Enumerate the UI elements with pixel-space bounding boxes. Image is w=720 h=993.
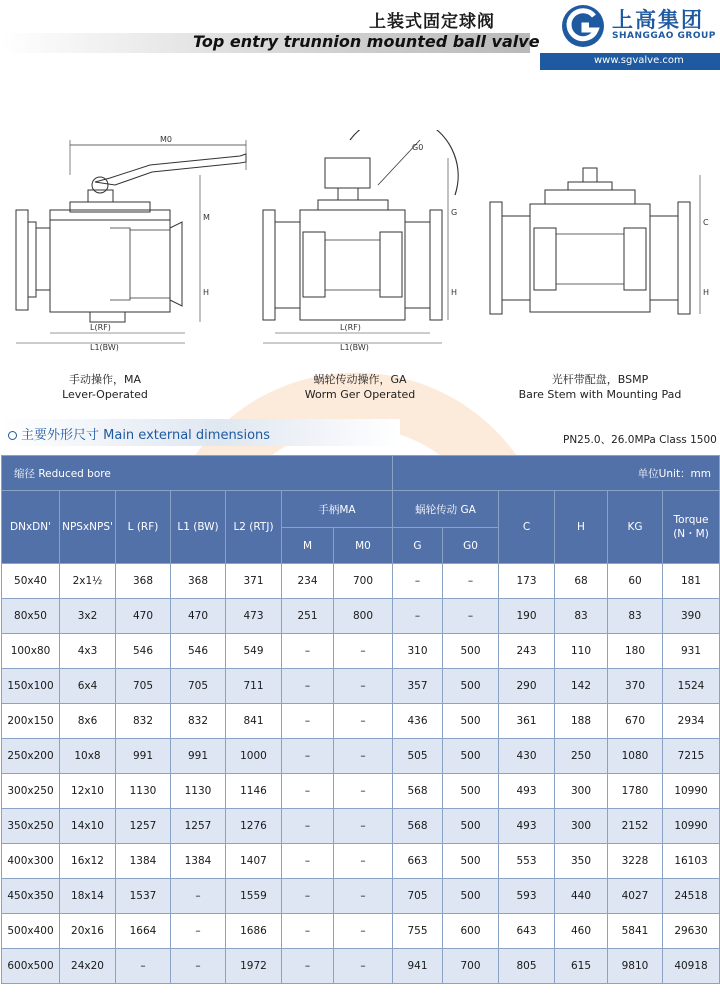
caption-worm-gear-en: Worm Ger Operated bbox=[304, 388, 416, 401]
lever-operated-drawing bbox=[16, 135, 246, 352]
cell-l: 1130 bbox=[116, 774, 171, 809]
dim-m0-label: M0 bbox=[160, 135, 172, 144]
cell-g: 663 bbox=[393, 844, 443, 879]
worm-gear-drawing bbox=[263, 130, 458, 352]
cell-dn: 500x400 bbox=[2, 914, 60, 949]
cell-g: – bbox=[393, 564, 443, 599]
cell-g0: 500 bbox=[443, 739, 499, 774]
table-row bbox=[2, 879, 720, 914]
cell-l: 832 bbox=[116, 704, 171, 739]
cell-nps: 12x10 bbox=[60, 774, 116, 809]
cell-nps: 24x20 bbox=[60, 949, 116, 984]
table-row bbox=[2, 949, 720, 984]
cell-g0: 500 bbox=[443, 879, 499, 914]
cell-l2: 371 bbox=[226, 564, 282, 599]
dim-h-label-center: H bbox=[451, 288, 458, 297]
cell-m0: 700 bbox=[334, 564, 393, 599]
dim-l1-bw-center: L1(BW) bbox=[340, 343, 369, 352]
col-header-h: H bbox=[555, 491, 608, 564]
pressure-class-note: PN25.0、26.0MPa Class 1500 bbox=[563, 434, 717, 446]
cell-g: 436 bbox=[393, 704, 443, 739]
cell-m0: – bbox=[334, 949, 393, 984]
col-header-l2: L2 (RTJ) bbox=[226, 491, 282, 564]
table-row bbox=[2, 634, 720, 669]
cell-c: 243 bbox=[499, 634, 555, 669]
cell-l1: – bbox=[171, 949, 226, 984]
cell-dn: 80x50 bbox=[2, 599, 60, 634]
table-row bbox=[2, 739, 720, 774]
cell-g0: 500 bbox=[443, 704, 499, 739]
cell-h: 440 bbox=[555, 879, 608, 914]
col-header-dn: DNxDN' bbox=[2, 491, 60, 564]
cell-torque: 2934 bbox=[663, 704, 720, 739]
cell-g: 568 bbox=[393, 809, 443, 844]
col-header-m: M bbox=[282, 528, 334, 564]
cell-g0: 500 bbox=[443, 669, 499, 704]
caption-lever bbox=[45, 372, 165, 402]
cell-nps: 2x1½ bbox=[60, 564, 116, 599]
valve-drawings bbox=[0, 130, 720, 370]
col-header-l1: L1 (BW) bbox=[171, 491, 226, 564]
dim-c-label: C bbox=[703, 218, 709, 227]
cell-g0: 700 bbox=[443, 949, 499, 984]
col-header-g0: G0 bbox=[443, 528, 499, 564]
cell-l2: 1686 bbox=[226, 914, 282, 949]
cell-kg: 9810 bbox=[608, 949, 663, 984]
cell-g0: – bbox=[443, 564, 499, 599]
cell-nps: 4x3 bbox=[60, 634, 116, 669]
cell-kg: 2152 bbox=[608, 809, 663, 844]
cell-g: 310 bbox=[393, 634, 443, 669]
cell-l1: 470 bbox=[171, 599, 226, 634]
cell-c: 643 bbox=[499, 914, 555, 949]
website-url[interactable]: www.sgvalve.com bbox=[594, 55, 684, 66]
cell-g: 357 bbox=[393, 669, 443, 704]
col-header-g: G bbox=[393, 528, 443, 564]
cell-l1: 546 bbox=[171, 634, 226, 669]
bullet-icon bbox=[8, 431, 17, 440]
unit-label: 单位Unit：mm bbox=[393, 456, 720, 491]
cell-l: 1537 bbox=[116, 879, 171, 914]
cell-torque: 10990 bbox=[663, 774, 720, 809]
cell-l2: 1146 bbox=[226, 774, 282, 809]
cell-c: 361 bbox=[499, 704, 555, 739]
col-header-kg: KG bbox=[608, 491, 663, 564]
cell-g0: 500 bbox=[443, 844, 499, 879]
cell-dn: 150x100 bbox=[2, 669, 60, 704]
cell-c: 493 bbox=[499, 809, 555, 844]
cell-nps: 20x16 bbox=[60, 914, 116, 949]
cell-l2: 549 bbox=[226, 634, 282, 669]
cell-g0: 500 bbox=[443, 774, 499, 809]
cell-g: 568 bbox=[393, 774, 443, 809]
table-row bbox=[2, 599, 720, 634]
table-row bbox=[2, 669, 720, 704]
dim-g0-label: G0 bbox=[412, 143, 424, 152]
cell-l: 1384 bbox=[116, 844, 171, 879]
cell-m: – bbox=[282, 739, 334, 774]
cell-l1: 1384 bbox=[171, 844, 226, 879]
cell-m: – bbox=[282, 844, 334, 879]
cell-c: 430 bbox=[499, 739, 555, 774]
cell-c: 290 bbox=[499, 669, 555, 704]
section-title-text: 主要外形尺寸 Main external dimensions bbox=[21, 428, 271, 443]
cell-g0: 500 bbox=[443, 634, 499, 669]
cell-m0: – bbox=[334, 914, 393, 949]
table-row bbox=[2, 704, 720, 739]
table-body bbox=[2, 564, 720, 984]
cell-m0: – bbox=[334, 774, 393, 809]
cell-l: 368 bbox=[116, 564, 171, 599]
cell-torque: 390 bbox=[663, 599, 720, 634]
cell-l1: 705 bbox=[171, 669, 226, 704]
cell-dn: 100x80 bbox=[2, 634, 60, 669]
cell-m0: – bbox=[334, 634, 393, 669]
cell-m: – bbox=[282, 914, 334, 949]
cell-torque: 931 bbox=[663, 634, 720, 669]
col-header-m0: M0 bbox=[334, 528, 393, 564]
cell-torque: 7215 bbox=[663, 739, 720, 774]
logo-text-cn: 上高集团 bbox=[612, 8, 704, 32]
table-row bbox=[2, 809, 720, 844]
cell-torque: 1524 bbox=[663, 669, 720, 704]
cell-kg: 5841 bbox=[608, 914, 663, 949]
cell-c: 173 bbox=[499, 564, 555, 599]
cell-m0: – bbox=[334, 879, 393, 914]
logo-text-en: SHANGGAO GROUP bbox=[612, 31, 716, 41]
cell-l1: 1130 bbox=[171, 774, 226, 809]
bare-stem-drawing bbox=[490, 168, 709, 314]
cell-l2: 1559 bbox=[226, 879, 282, 914]
cell-m: – bbox=[282, 634, 334, 669]
cell-kg: 4027 bbox=[608, 879, 663, 914]
cell-torque: 24518 bbox=[663, 879, 720, 914]
cell-torque: 16103 bbox=[663, 844, 720, 879]
cell-l2: 1972 bbox=[226, 949, 282, 984]
cell-g0: 600 bbox=[443, 914, 499, 949]
cell-m0: – bbox=[334, 739, 393, 774]
cell-nps: 6x4 bbox=[60, 669, 116, 704]
cell-l2: 841 bbox=[226, 704, 282, 739]
cell-g: 755 bbox=[393, 914, 443, 949]
cell-g: 505 bbox=[393, 739, 443, 774]
caption-worm-gear-cn: 蜗轮传动操作，GA bbox=[313, 373, 407, 386]
cell-nps: 14x10 bbox=[60, 809, 116, 844]
cell-m: – bbox=[282, 879, 334, 914]
cell-torque: 40918 bbox=[663, 949, 720, 984]
cell-l: 470 bbox=[116, 599, 171, 634]
cell-h: 615 bbox=[555, 949, 608, 984]
cell-l2: 1276 bbox=[226, 809, 282, 844]
cell-dn: 400x300 bbox=[2, 844, 60, 879]
cell-l2: 1407 bbox=[226, 844, 282, 879]
cell-kg: 670 bbox=[608, 704, 663, 739]
cell-c: 805 bbox=[499, 949, 555, 984]
dimensions-table bbox=[1, 455, 720, 984]
cell-h: 110 bbox=[555, 634, 608, 669]
cell-m0: – bbox=[334, 844, 393, 879]
cell-h: 350 bbox=[555, 844, 608, 879]
cell-l1: – bbox=[171, 879, 226, 914]
caption-bare-stem-en: Bare Stem with Mounting Pad bbox=[518, 388, 682, 401]
cell-dn: 250x200 bbox=[2, 739, 60, 774]
dim-h-label-left: H bbox=[203, 288, 210, 297]
cell-g0: – bbox=[443, 599, 499, 634]
cell-h: 300 bbox=[555, 809, 608, 844]
caption-lever-cn: 手动操作，MA bbox=[68, 373, 141, 386]
dim-l1-bw-left: L1(BW) bbox=[90, 343, 119, 352]
cell-m: 251 bbox=[282, 599, 334, 634]
cell-dn: 200x150 bbox=[2, 704, 60, 739]
cell-h: 460 bbox=[555, 914, 608, 949]
cell-l2: 473 bbox=[226, 599, 282, 634]
cell-kg: 3228 bbox=[608, 844, 663, 879]
dim-l-rf-center: L(RF) bbox=[340, 323, 361, 332]
cell-kg: 60 bbox=[608, 564, 663, 599]
table-row bbox=[2, 914, 720, 949]
cell-c: 493 bbox=[499, 774, 555, 809]
cell-kg: 180 bbox=[608, 634, 663, 669]
cell-l: 705 bbox=[116, 669, 171, 704]
cell-nps: 18x14 bbox=[60, 879, 116, 914]
col-header-l: L (RF) bbox=[116, 491, 171, 564]
cell-kg: 370 bbox=[608, 669, 663, 704]
cell-g: 705 bbox=[393, 879, 443, 914]
cell-kg: 83 bbox=[608, 599, 663, 634]
page-title-cn: 上装式固定球阀 bbox=[369, 12, 495, 32]
cell-m: 234 bbox=[282, 564, 334, 599]
cell-g0: 500 bbox=[443, 809, 499, 844]
page-title-en: Top entry trunnion mounted ball valve bbox=[193, 32, 540, 51]
cell-dn: 50x40 bbox=[2, 564, 60, 599]
cell-l1: 832 bbox=[171, 704, 226, 739]
cell-h: 300 bbox=[555, 774, 608, 809]
cell-nps: 16x12 bbox=[60, 844, 116, 879]
cell-m: – bbox=[282, 949, 334, 984]
cell-l: – bbox=[116, 949, 171, 984]
cell-h: 142 bbox=[555, 669, 608, 704]
cell-h: 83 bbox=[555, 599, 608, 634]
table-row bbox=[2, 564, 720, 599]
cell-torque: 29630 bbox=[663, 914, 720, 949]
dim-g-label: G bbox=[451, 208, 458, 217]
cell-nps: 8x6 bbox=[60, 704, 116, 739]
cell-h: 188 bbox=[555, 704, 608, 739]
table-row bbox=[2, 844, 720, 879]
cell-l: 1664 bbox=[116, 914, 171, 949]
cell-c: 593 bbox=[499, 879, 555, 914]
col-header-nps: NPSxNPS' bbox=[60, 491, 116, 564]
cell-m: – bbox=[282, 669, 334, 704]
cell-nps: 10x8 bbox=[60, 739, 116, 774]
table-row bbox=[2, 774, 720, 809]
cell-m0: – bbox=[334, 809, 393, 844]
cell-m: – bbox=[282, 704, 334, 739]
cell-c: 553 bbox=[499, 844, 555, 879]
section-title bbox=[8, 424, 270, 443]
cell-m0: 800 bbox=[334, 599, 393, 634]
cell-l1: 991 bbox=[171, 739, 226, 774]
col-header-ma: 手柄MA bbox=[282, 491, 393, 528]
cell-torque: 181 bbox=[663, 564, 720, 599]
cell-m0: – bbox=[334, 704, 393, 739]
cell-m: – bbox=[282, 809, 334, 844]
cell-l1: 1257 bbox=[171, 809, 226, 844]
dim-l-rf-left: L(RF) bbox=[90, 323, 111, 332]
cell-nps: 3x2 bbox=[60, 599, 116, 634]
cell-l1: – bbox=[171, 914, 226, 949]
caption-worm-gear bbox=[285, 372, 435, 402]
cell-l: 1257 bbox=[116, 809, 171, 844]
caption-bare-stem bbox=[510, 372, 690, 402]
dim-m-label: M bbox=[203, 213, 210, 222]
col-header-ga: 蜗轮传动 GA bbox=[393, 491, 499, 528]
caption-bare-stem-cn: 光杆带配盘，BSMP bbox=[551, 373, 649, 386]
cell-g: 941 bbox=[393, 949, 443, 984]
cell-c: 190 bbox=[499, 599, 555, 634]
cell-l: 546 bbox=[116, 634, 171, 669]
dim-h-label-right: H bbox=[703, 288, 710, 297]
cell-g: – bbox=[393, 599, 443, 634]
cell-kg: 1780 bbox=[608, 774, 663, 809]
col-header-c: C bbox=[499, 491, 555, 564]
cell-torque: 10990 bbox=[663, 809, 720, 844]
col-header-torque: Torque (N・M) bbox=[663, 491, 720, 564]
cell-dn: 450x350 bbox=[2, 879, 60, 914]
cell-dn: 300x250 bbox=[2, 774, 60, 809]
caption-lever-en: Lever-Operated bbox=[62, 388, 148, 401]
cell-kg: 1080 bbox=[608, 739, 663, 774]
cell-h: 250 bbox=[555, 739, 608, 774]
cell-m: – bbox=[282, 774, 334, 809]
cell-m0: – bbox=[334, 669, 393, 704]
cell-h: 68 bbox=[555, 564, 608, 599]
cell-l2: 711 bbox=[226, 669, 282, 704]
cell-dn: 600x500 bbox=[2, 949, 60, 984]
cell-l1: 368 bbox=[171, 564, 226, 599]
reduced-bore-label: 缩径 Reduced bore bbox=[2, 456, 393, 491]
cell-l2: 1000 bbox=[226, 739, 282, 774]
cell-dn: 350x250 bbox=[2, 809, 60, 844]
cell-l: 991 bbox=[116, 739, 171, 774]
